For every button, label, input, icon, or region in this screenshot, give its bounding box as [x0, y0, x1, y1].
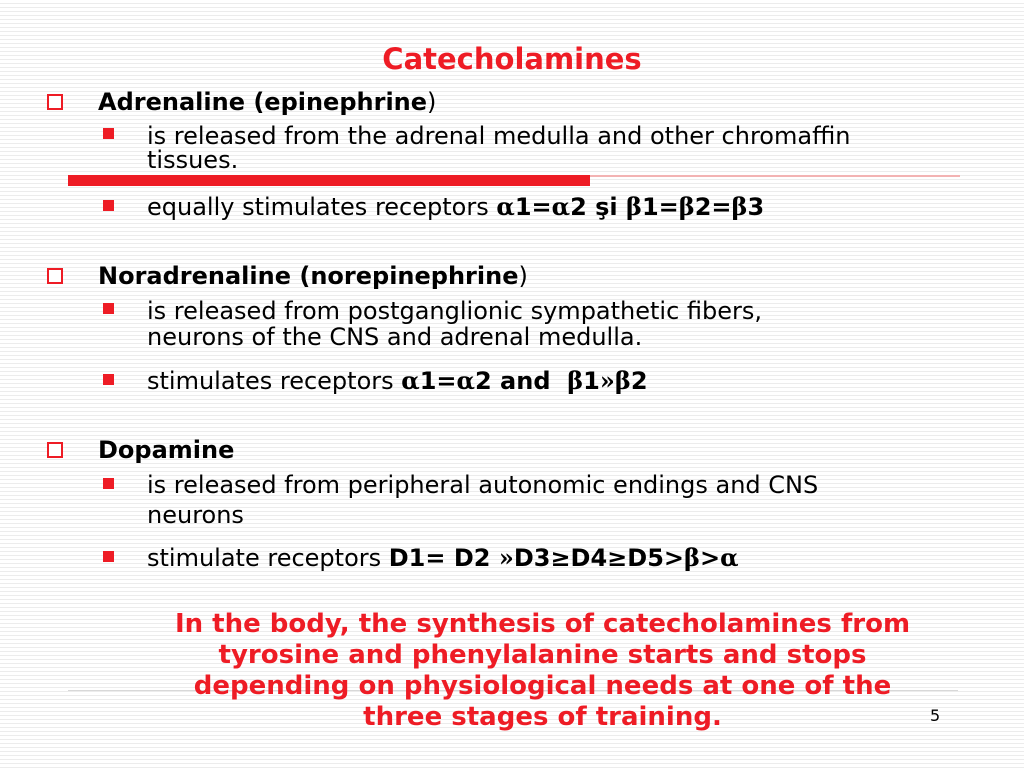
- formula-part: D5: [627, 544, 664, 572]
- equals-symbol: =: [436, 366, 457, 395]
- equals-symbol: =: [658, 192, 679, 221]
- beta-symbol: β: [567, 366, 584, 395]
- receptor-formula: [401, 367, 647, 395]
- receptor-formula: [496, 193, 764, 221]
- greater-equal-symbol: ≥: [607, 543, 628, 572]
- section-heading-dopamine: Dopamine: [98, 436, 235, 464]
- bullet-line: is released from postganglionic sympathetic fibers,: [147, 297, 763, 325]
- beta-symbol: β: [684, 543, 700, 572]
- hollow-square-bullet-icon: [47, 94, 63, 110]
- greater-symbol: >: [699, 543, 721, 572]
- bullet-adrenaline-release: [147, 122, 850, 174]
- decorative-thin-line: [590, 175, 960, 177]
- beta-symbol: β: [614, 366, 631, 395]
- filled-square-bullet-icon: [103, 478, 114, 489]
- bullet-line: neurons: [147, 501, 244, 529]
- beta-symbol: β: [731, 192, 748, 221]
- beta-symbol: β: [678, 192, 695, 221]
- greater-equal-symbol: ≥: [550, 543, 571, 572]
- heading-text: Adrenaline (epinephrine: [98, 88, 428, 116]
- filled-square-bullet-icon: [103, 551, 114, 562]
- conclusion-line: In the body, the synthesis of catecholamines from: [174, 609, 911, 639]
- alpha-symbol: α: [401, 366, 420, 395]
- alpha-symbol: α: [456, 366, 475, 395]
- alpha-symbol: α: [720, 543, 739, 572]
- conclusion-text: [100, 609, 985, 733]
- section-heading-adrenaline: [98, 88, 436, 116]
- bullet-line: is released from peripheral autonomic endings and CNS: [147, 471, 819, 499]
- bullet-dopamine-receptors: [147, 544, 739, 572]
- conclusion-line: three stages of training.: [363, 702, 722, 732]
- formula-part: 2 and: [475, 367, 568, 395]
- heading-text: Noradrenaline (norepinephrine: [98, 262, 519, 290]
- formula-part: 1: [419, 367, 437, 395]
- bullet-noradrenaline-release: [147, 297, 762, 351]
- bullet-text: stimulates receptors: [147, 367, 402, 395]
- conclusion-line: tyrosine and phenylalanine starts and stops: [218, 640, 867, 670]
- bullet-dopamine-release: [147, 471, 818, 529]
- much-greater-symbol: »: [599, 366, 615, 395]
- slide-title: Catecholamines: [382, 42, 642, 76]
- greater-symbol: >: [663, 543, 685, 572]
- hollow-square-bullet-icon: [47, 268, 63, 284]
- much-greater-symbol: »: [498, 543, 514, 572]
- formula-part: D3: [513, 544, 551, 572]
- formula-part: 2: [630, 367, 648, 395]
- bullet-line: tissues.: [147, 146, 239, 174]
- formula-part: 2: [694, 193, 712, 221]
- page-number: 5: [930, 706, 941, 725]
- alpha-symbol: α: [496, 192, 515, 221]
- filled-square-bullet-icon: [103, 374, 114, 385]
- formula-part: D4: [570, 544, 608, 572]
- formula-part: 1: [583, 367, 600, 395]
- formula-part: 1: [641, 193, 659, 221]
- formula-part: 2 şi: [570, 193, 627, 221]
- equals-symbol: =: [531, 192, 552, 221]
- filled-square-bullet-icon: [103, 303, 114, 314]
- hollow-square-bullet-icon: [47, 442, 63, 458]
- filled-square-bullet-icon: [103, 128, 114, 139]
- heading-close-paren: ): [518, 262, 528, 290]
- bullet-line: neurons of the CNS and adrenal medulla.: [147, 323, 643, 351]
- bullet-adrenaline-receptors: [147, 193, 764, 221]
- alpha-symbol: α: [551, 192, 571, 221]
- formula-part: D1= D2: [388, 544, 499, 572]
- conclusion-line: depending on physiological needs at one of the: [193, 671, 892, 701]
- beta-symbol: β: [626, 192, 642, 221]
- bullet-line: is released from the adrenal medulla and other chromaffin: [147, 122, 851, 150]
- section-heading-noradrenaline: [98, 262, 528, 290]
- equals-symbol: =: [711, 192, 732, 221]
- bullet-noradrenaline-receptors: [147, 367, 648, 395]
- heading-close-paren: ): [427, 88, 437, 116]
- bullet-text: equally stimulates receptors: [147, 193, 497, 221]
- receptor-formula: [389, 544, 739, 572]
- formula-part: 3: [747, 193, 765, 221]
- decorative-red-bar: [68, 175, 590, 186]
- bullet-text: stimulate receptors: [147, 544, 389, 572]
- formula-part: 1: [514, 193, 532, 221]
- filled-square-bullet-icon: [103, 200, 114, 211]
